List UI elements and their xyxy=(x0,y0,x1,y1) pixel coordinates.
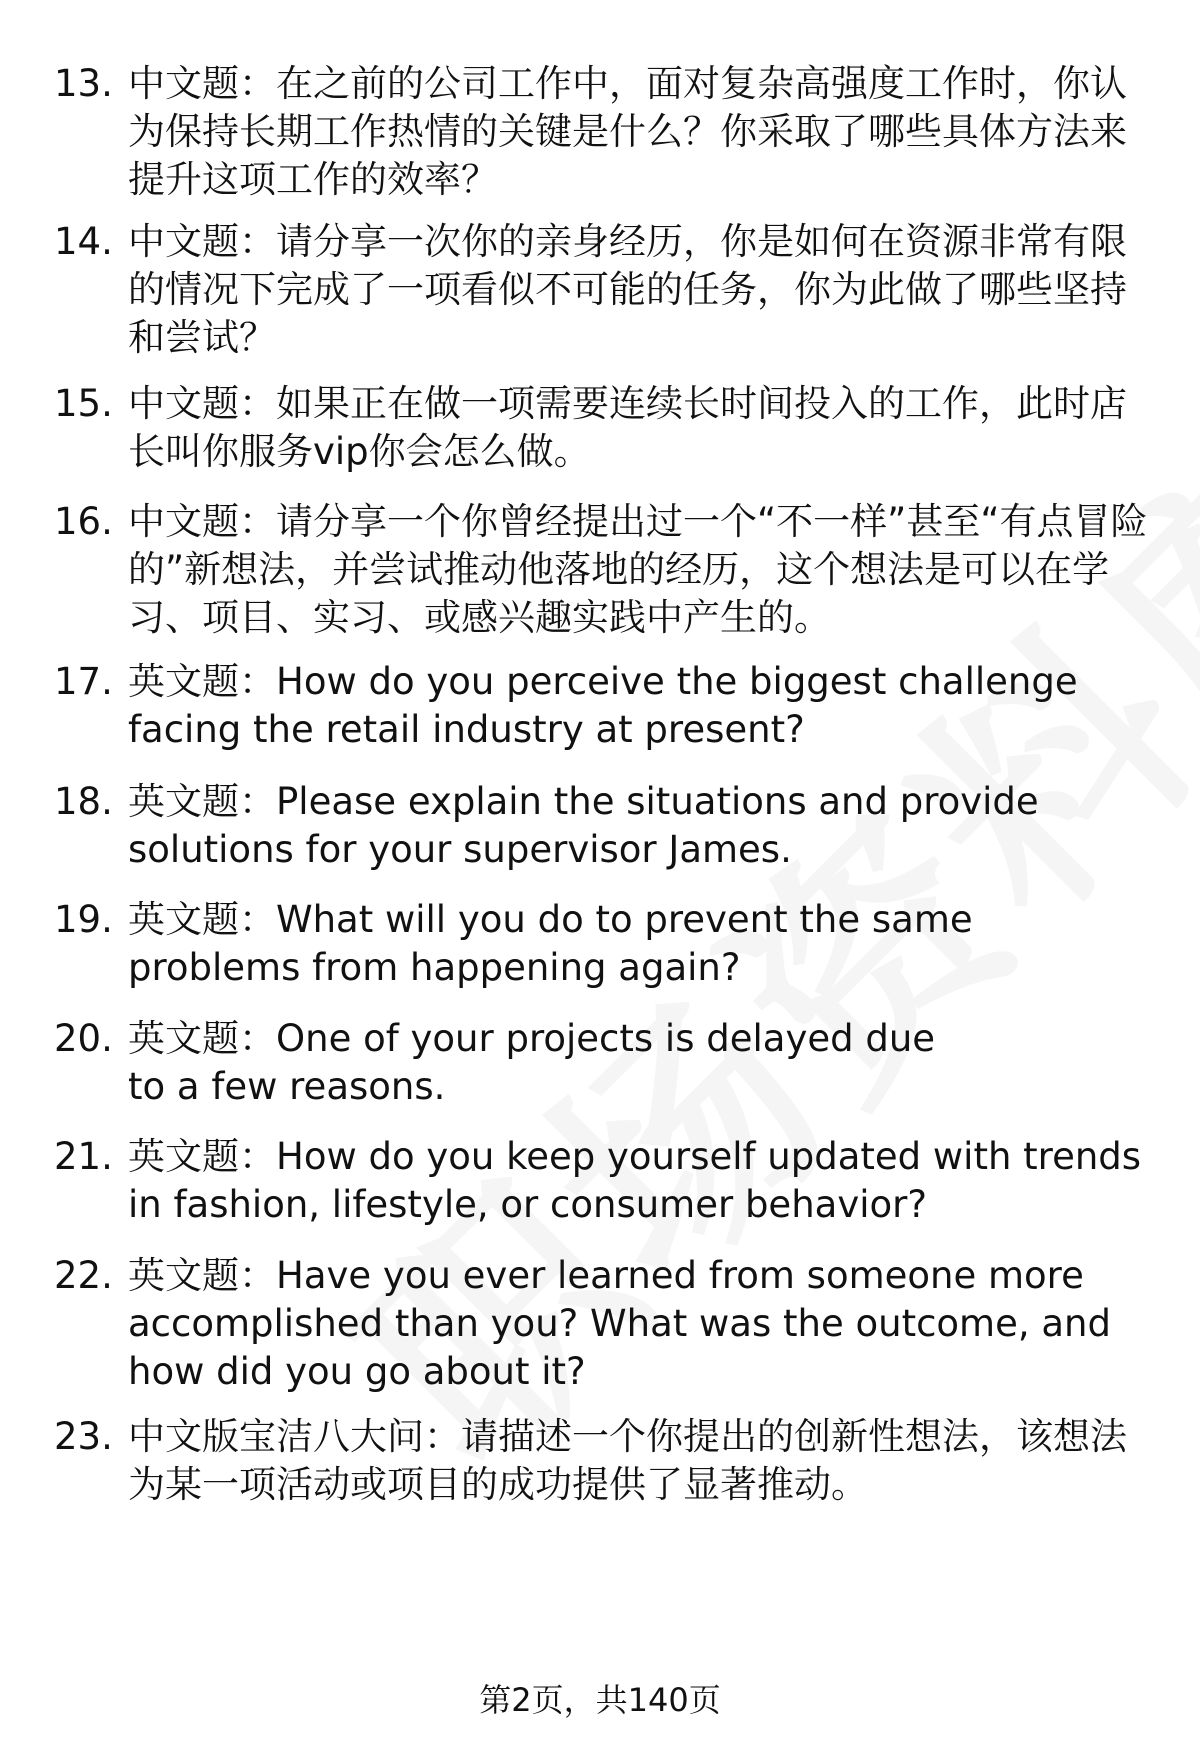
page-footer: 第2页，共140页 xyxy=(479,1681,721,1719)
question-number: 23. xyxy=(54,1415,113,1458)
question-number: 15. xyxy=(54,382,113,425)
question-text: 英文题：How do you keep yourself updated with trends in fashion, lifestyle, or consumer behavior? xyxy=(128,1135,1142,1226)
question-number: 14. xyxy=(54,220,113,263)
question-text: 中文题：如果正在做一项需要连续长时间投入的工作，此时店长叫你服务vip你会怎么做。 xyxy=(128,382,1127,473)
question-text: 中文题：请分享一次你的亲身经历，你是如何在资源非常有限的情况下完成了一项看似不可能的任务，你为此做了哪些坚持和尝试？ xyxy=(128,220,1127,359)
question-number: 18. xyxy=(54,780,113,823)
question-text: 中文题：请分享一个你曾经提出过一个“不一样”甚至“有点冒险的”新想法，并尝试推动他落地的经历，这个想法是可以在学习、项目、实习、或感兴趣实践中产生的。 xyxy=(128,500,1148,639)
question-number: 17. xyxy=(54,660,113,703)
question-text: 英文题：Please explain the situations and provide solutions for your supervisor James. xyxy=(128,780,1039,871)
question-number: 16. xyxy=(54,500,113,543)
question-text: 英文题：How do you perceive the biggest challenge facing the retail industry at present? xyxy=(128,660,1078,751)
question-text: 英文题：One of your projects is delayed due to a few reasons. xyxy=(128,1017,936,1108)
question-text: 中文版宝洁八大问：请描述一个你提出的创新性想法，该想法为某一项活动或项目的成功提供了显著推动。 xyxy=(128,1415,1127,1506)
question-text: 英文题：Have you ever learned from someone more accomplished than you? What was the outcome, and how did you go about it? xyxy=(128,1254,1111,1393)
question-number: 19. xyxy=(54,898,113,941)
question-number: 22. xyxy=(54,1254,113,1297)
question-number: 13. xyxy=(54,62,113,105)
question-text: 中文题：在之前的公司工作中，面对复杂高强度工作时，你认为保持长期工作热情的关键是什么？你采取了哪些具体方法来提升这项工作的效率？ xyxy=(128,62,1127,201)
question-number: 21. xyxy=(54,1135,113,1178)
question-number: 20. xyxy=(54,1017,113,1060)
question-text: 英文题：What will you do to prevent the same problems from happening again? xyxy=(128,898,973,989)
